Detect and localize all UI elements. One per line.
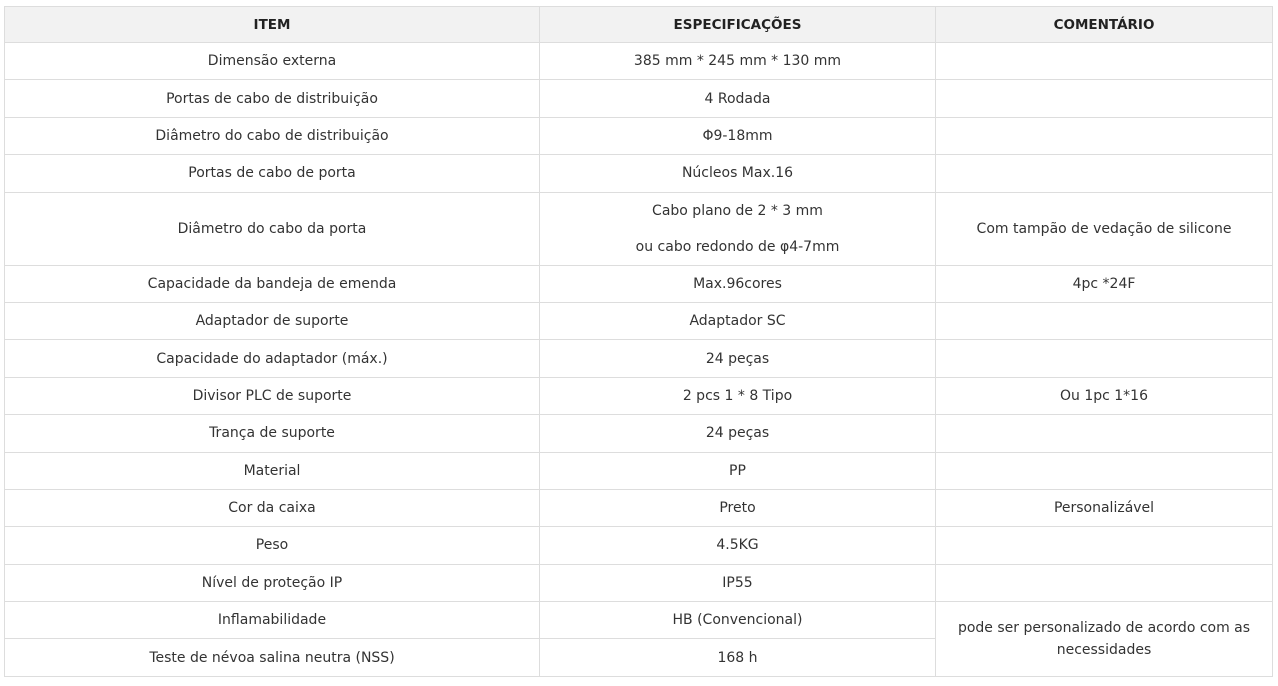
item-cell: Adaptador de suporte bbox=[5, 302, 540, 339]
header-comment: COMENTÁRIO bbox=[936, 7, 1273, 43]
comment-cell bbox=[936, 527, 1273, 564]
spec-cell: Preto bbox=[540, 489, 936, 526]
comment-cell bbox=[936, 155, 1273, 192]
item-cell: Nível de proteção IP bbox=[5, 564, 540, 601]
header-specifications: ESPECIFICAÇÕES bbox=[540, 7, 936, 43]
item-cell: Material bbox=[5, 452, 540, 489]
specifications-table bbox=[4, 6, 1273, 677]
spec-cell: 4.5KG bbox=[540, 527, 936, 564]
table-row bbox=[5, 192, 1273, 265]
item-cell: Diâmetro do cabo de distribuição bbox=[5, 117, 540, 154]
table-row bbox=[5, 602, 1273, 639]
comment-cell bbox=[936, 415, 1273, 452]
comment-cell: Personalizável bbox=[936, 489, 1273, 526]
table-row bbox=[5, 302, 1273, 339]
table-row bbox=[5, 265, 1273, 302]
table-row bbox=[5, 155, 1273, 192]
spec-cell: Núcleos Max.16 bbox=[540, 155, 936, 192]
spec-cell: 4 Rodada bbox=[540, 80, 936, 117]
table-row bbox=[5, 377, 1273, 414]
item-cell: Teste de névoa salina neutra (NSS) bbox=[5, 639, 540, 676]
comment-cell bbox=[936, 452, 1273, 489]
table-body bbox=[5, 43, 1273, 677]
comment-cell bbox=[936, 564, 1273, 601]
spec-cell: 24 peças bbox=[540, 415, 936, 452]
item-cell: Capacidade do adaptador (máx.) bbox=[5, 340, 540, 377]
spec-cell: HB (Convencional) bbox=[540, 602, 936, 639]
spec-cell: Adaptador SC bbox=[540, 302, 936, 339]
comment-cell bbox=[936, 80, 1273, 117]
comment-cell bbox=[936, 43, 1273, 80]
comment-cell bbox=[936, 117, 1273, 154]
comment-cell: Com tampão de vedação de silicone bbox=[936, 192, 1273, 265]
comment-cell: 4pc *24F bbox=[936, 265, 1273, 302]
spec-cell: 385 mm * 245 mm * 130 mm bbox=[540, 43, 936, 80]
table-header bbox=[5, 7, 1273, 43]
spec-cell: Max.96cores bbox=[540, 265, 936, 302]
comment-cell: pode ser personalizado de acordo com as necessidades bbox=[936, 602, 1273, 677]
table-row bbox=[5, 43, 1273, 80]
spec-line-2: ou cabo redondo de φ4-7mm bbox=[635, 238, 840, 255]
item-cell: Diâmetro do cabo da porta bbox=[5, 192, 540, 265]
table-row bbox=[5, 340, 1273, 377]
spec-cell bbox=[540, 192, 936, 265]
item-cell: Dimensão externa bbox=[5, 43, 540, 80]
item-cell: Inflamabilidade bbox=[5, 602, 540, 639]
table-row bbox=[5, 564, 1273, 601]
table-row bbox=[5, 117, 1273, 154]
spec-cell: 168 h bbox=[540, 639, 936, 676]
table-row bbox=[5, 415, 1273, 452]
spec-line-1: Cabo plano de 2 * 3 mm bbox=[652, 202, 823, 219]
item-cell: Capacidade da bandeja de emenda bbox=[5, 265, 540, 302]
item-cell: Peso bbox=[5, 527, 540, 564]
comment-cell bbox=[936, 340, 1273, 377]
header-item: ITEM bbox=[5, 7, 540, 43]
item-cell: Cor da caixa bbox=[5, 489, 540, 526]
comment-cell: Ou 1pc 1*16 bbox=[936, 377, 1273, 414]
comment-cell bbox=[936, 302, 1273, 339]
table-row bbox=[5, 489, 1273, 526]
spec-cell: Φ9-18mm bbox=[540, 117, 936, 154]
spec-cell: 24 peças bbox=[540, 340, 936, 377]
table-row bbox=[5, 80, 1273, 117]
table-row bbox=[5, 527, 1273, 564]
item-cell: Portas de cabo de porta bbox=[5, 155, 540, 192]
item-cell: Trança de suporte bbox=[5, 415, 540, 452]
spec-cell: IP55 bbox=[540, 564, 936, 601]
spec-cell: 2 pcs 1 * 8 Tipo bbox=[540, 377, 936, 414]
spec-cell: PP bbox=[540, 452, 936, 489]
item-cell: Divisor PLC de suporte bbox=[5, 377, 540, 414]
item-cell: Portas de cabo de distribuição bbox=[5, 80, 540, 117]
table-row bbox=[5, 452, 1273, 489]
header-row bbox=[5, 7, 1273, 43]
